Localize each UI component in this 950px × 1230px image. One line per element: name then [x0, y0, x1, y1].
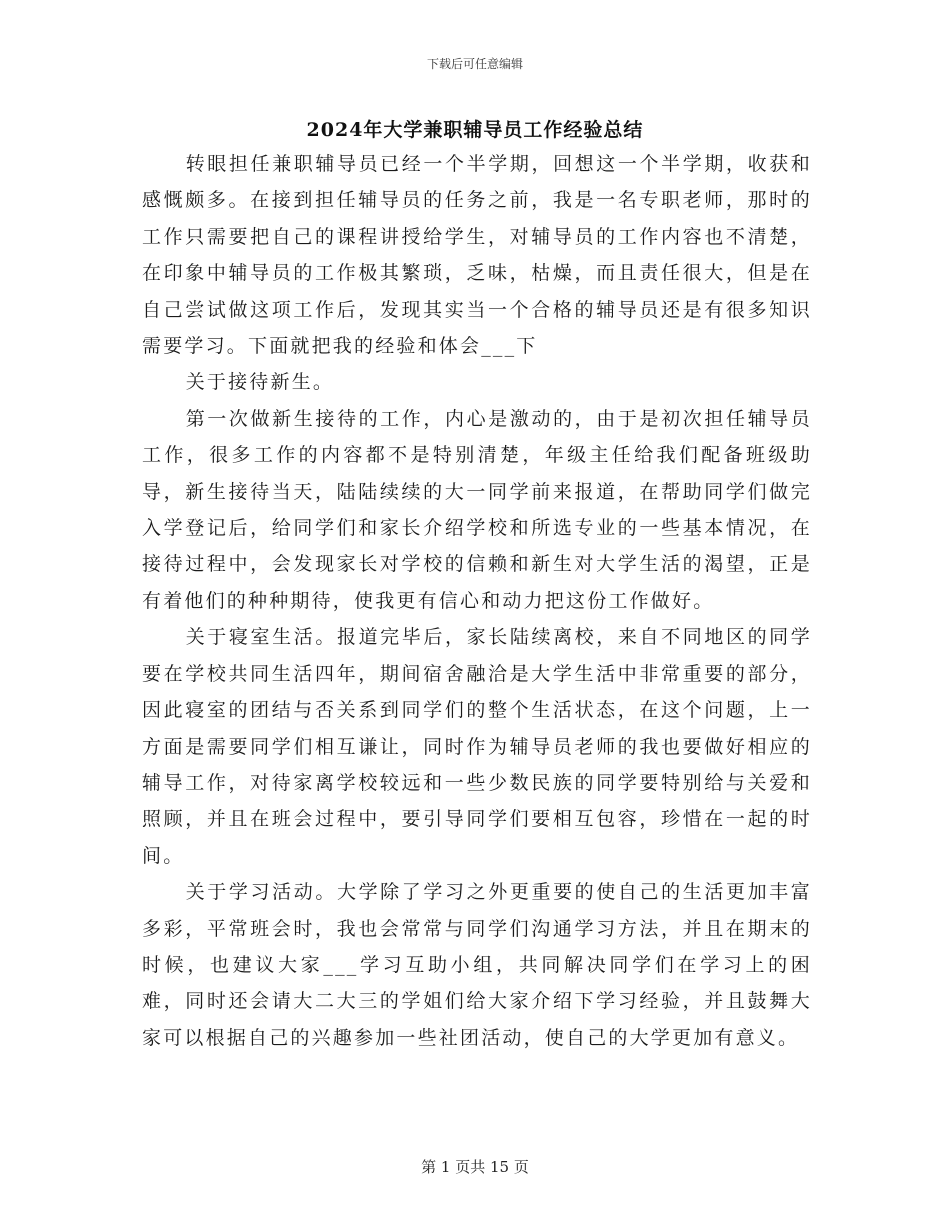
page-number: 第 1 页共 15 页	[421, 1158, 529, 1176]
paragraph-study-activities: 关于学习活动。大学除了学习之外更重要的使自己的生活更加丰富多彩，平常班会时，我也会常常与同学们沟通学习方法，并且在期末的时候，也建议大家___学习互助小组，共同解决同学们在学习上的困难，同时还会请大二大三的学姐们给大家介绍下学习经验，并且鼓舞大家可以根据自己的兴趣参加一些社团活动，使自己的大学更加有意义。	[142, 881, 812, 1049]
paragraph-dorm-life: 关于寝室生活。报道完毕后，家长陆续离校，来自不同地区的同学要在学校共同生活四年，期间宿舍融洽是大学生活中非常重要的部分，因此寝室的团结与否关系到同学们的整个生活状态，在这个问题，上一方面是需要同学们相互谦让，同时作为辅导员老师的我也要做好相应的辅导工作，对待家离学校较远和一些少数民族的同学要特别给与关爱和照顾，并且在班会过程中，要引导同学们要相互包容，珍惜在一起的时间。	[142, 626, 812, 867]
paragraph-new-students: 第一次做新生接待的工作，内心是激动的，由于是初次担任辅导员工作，很多工作的内容都不是特别清楚，年级主任给我们配备班级助导，新生接待当天，陆陆续续的大一同学前来报道，在帮助同学们做完入学登记后，给同学们和家长介绍学校和所选专业的一些基本情况，在接待过程中，会发现家长对学校的信赖和新生对大学生活的渴望，正是有着他们的种种期待，使我更有信心和动力把这份工作做好。	[142, 407, 812, 612]
paragraph-intro: 转眼担任兼职辅导员已经一个半学期，回想这一个半学期，收获和感慨颇多。在接到担任辅导员的任务之前，我是一名专职老师，那时的工作只需要把自己的课程讲授给学生，对辅导员的工作内容也不清楚，在印象中辅导员的工作极其繁琐，乏味，枯燥，而且责任很大，但是在自己尝试做这项工作后，发现其实当一个合格的辅导员还是有很多知识需要学习。下面就把我的经验和体会___下	[142, 153, 812, 358]
header-note: 下载后可任意编辑	[426, 57, 523, 71]
document-title: 2024年大学兼职辅导员工作经验总结	[306, 119, 644, 141]
document-body	[142, 146, 812, 1056]
paragraph-heading-new-students: 关于接待新生。	[185, 371, 335, 394]
